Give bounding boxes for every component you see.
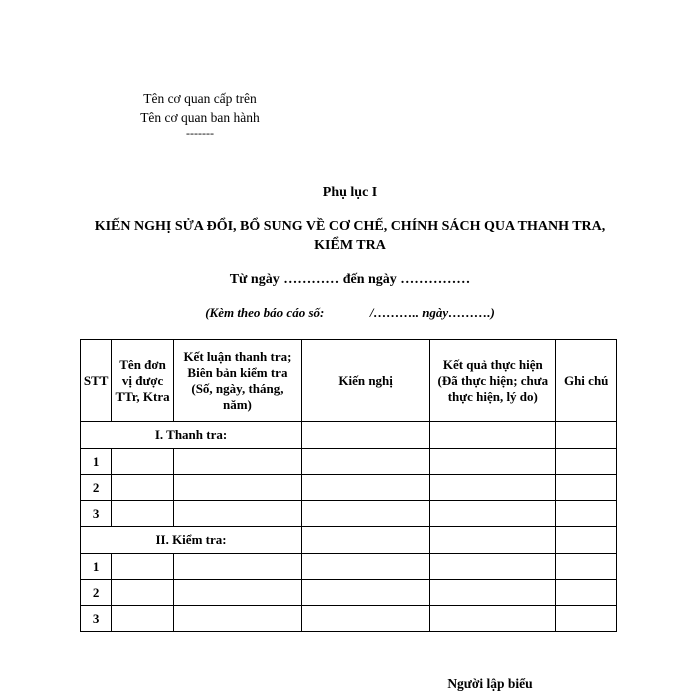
row-number: 3 (81, 501, 112, 527)
section-inspection-row (81, 422, 617, 449)
table-cell (302, 475, 430, 501)
table-header-row (81, 340, 617, 422)
header-result: Kết quả thực hiện (Đã thực hiện; chưa thực hiện, lý do) (430, 340, 556, 422)
table-cell (302, 501, 430, 527)
table-cell (556, 580, 617, 606)
table-cell (173, 501, 301, 527)
section-label: I. Thanh tra: (81, 422, 302, 449)
header-unit: Tên đơn vị được TTr, Ktra (112, 340, 174, 422)
header-conclusion: Kết luận thanh tra; Biên bản kiểm tra (Số, ngày, tháng, năm) (173, 340, 301, 422)
header-stt: STT (81, 340, 112, 422)
table-cell (112, 475, 174, 501)
table-cell (112, 554, 174, 580)
table-cell (173, 606, 301, 632)
report-table (80, 339, 617, 632)
header-separator: ------- (186, 126, 214, 140)
table-cell (556, 501, 617, 527)
table-cell (173, 580, 301, 606)
table-cell (302, 422, 430, 449)
header-recommendation: Kiến nghị (302, 340, 430, 422)
issuing-agency: Tên cơ quan ban hành (140, 110, 260, 125)
table-cell (556, 527, 617, 554)
attachment-prefix: (Kèm theo báo cáo số: (205, 305, 325, 320)
row-number: 1 (81, 449, 112, 475)
table-cell (112, 501, 174, 527)
parent-agency: Tên cơ quan cấp trên (143, 91, 257, 106)
table-row (81, 449, 617, 475)
table-cell (556, 449, 617, 475)
table-cell (556, 422, 617, 449)
annex-label: Phụ lục I (322, 185, 378, 200)
section-audit-row (81, 527, 617, 554)
row-number: 1 (81, 554, 112, 580)
row-number: 3 (81, 606, 112, 632)
table-cell (430, 580, 556, 606)
table-cell (302, 580, 430, 606)
table-cell (302, 606, 430, 632)
table-cell (430, 475, 556, 501)
table-cell (556, 606, 617, 632)
table-row (81, 475, 617, 501)
table-cell (556, 475, 617, 501)
document-title: KIẾN NGHỊ SỬA ĐỔI, BỔ SUNG VỀ CƠ CHẾ, CHÍNH SÁCH QUA THANH TRA, KIỂM TRA (94, 219, 606, 253)
attachment-suffix: /……….. ngày……….) (369, 305, 495, 320)
table-cell (302, 449, 430, 475)
table-cell (173, 449, 301, 475)
table-row (81, 501, 617, 527)
header-note: Ghi chú (556, 340, 617, 422)
table-cell (430, 527, 556, 554)
table-cell (112, 580, 174, 606)
table-cell (556, 554, 617, 580)
table-row (81, 554, 617, 580)
date-range: Từ ngày ………… đến ngày …………… (229, 272, 471, 287)
table-cell (112, 606, 174, 632)
signer-label: Người lập biểu (447, 676, 533, 691)
attachment-note (60, 305, 640, 321)
table-cell (173, 475, 301, 501)
section-label: II. Kiểm tra: (81, 527, 302, 554)
table-cell (430, 606, 556, 632)
table-cell (173, 554, 301, 580)
table-cell (112, 449, 174, 475)
table-cell (430, 449, 556, 475)
table-cell (430, 422, 556, 449)
row-number: 2 (81, 475, 112, 501)
table-row (81, 580, 617, 606)
row-number: 2 (81, 580, 112, 606)
table-cell (302, 527, 430, 554)
table-cell (430, 554, 556, 580)
table-cell (302, 554, 430, 580)
table-row (81, 606, 617, 632)
table-cell (430, 501, 556, 527)
